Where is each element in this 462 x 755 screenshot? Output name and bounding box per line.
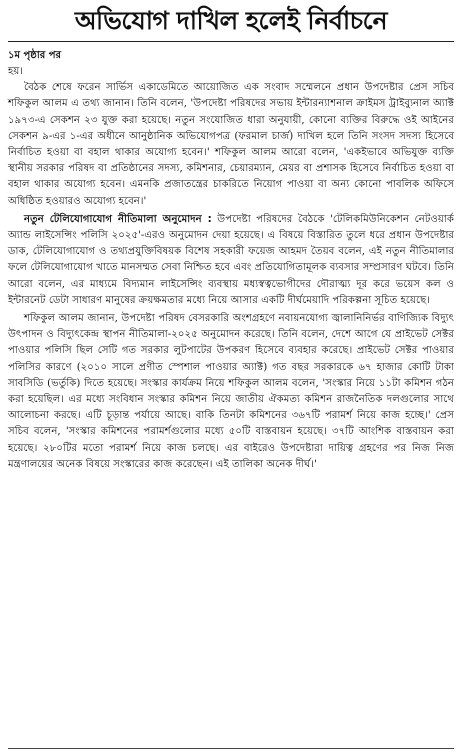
paragraph-1: বৈঠক শেষে ফরেন সার্ভিস একাডেমিতে আয়োজিত এক সংবাদ সম্মেলনে প্রধান উপদেষ্টার প্রেস সচিব শফিকুল আলম এ তথ্য জানান। তিনি বলেন, 'উপদেষ্টা পরিষদের সভায় ইন্টারন্যাশনাল ক্রাইমস ট্রাইব্যুনাল অ্যাক্ট ১৯৭৩-এ সেকশন ২৩ যুক্ত করা হয়েছে। নতুন সংযোজিত ধারা অনুযায়ী, কোনো ব্যক্তির বিরুদ্ধে ওই আইনের সেকশন ৯-এর ১-এর অধীনে আনুষ্ঠানিক অভিযোগপত্র (ফরমাল চার্জ) দাখিল হলে তিনি সংসদ সদস্য হিসেবে নির্বাচিত হওয়া বা বহাল থাকার অযোগ্য হবেন।' শফিকুল আলম আরো বলেন, 'একইভাবে অভিযুক্ত ব্যক্তি স্থানীয় সরকার পরিষদ বা প্রতিষ্ঠানের সদস্য, কমিশনার, চেয়ারম্যান, মেয়র বা প্রশাসক হিসেবে নির্বাচিত হওয়া বা বহাল থাকার অযোগ্য হবেন। এমনকি প্রজাতন্ত্রের চাকরিতে নিয়োগ পাওয়া বা অন্য কোনো পাবলিক অফিসে অধিষ্ঠিত হওয়ারও অযোগ্য হবেন।' — [8, 82, 454, 207]
next-headline-rule — [8, 748, 454, 753]
headline-rule — [8, 41, 454, 42]
continued-from-label: ১ম পৃষ্ঠার পর — [8, 50, 61, 61]
lead-fragment: হয়। — [8, 66, 23, 77]
paragraph-2 — [8, 212, 454, 309]
paragraph-2-subhead: নতুন টেলিযোগাযোগ নীতিমালা অনুমোদন : — [24, 213, 212, 225]
paragraph-2-body: উপদেষ্টা পরিষদের বৈঠকে 'টেলিকমিউনিকেশন নেটওয়ার্ক অ্যান্ড লাইসেন্সিং পলিসি ২০২৫'-এরও অনুমোদন দেয়া হয়েছে। এ বিষয়ে বিস্তারিত তুলে ধরে প্রধান উপদেষ্টার ডাক, টেলিযোগাযোগ ও তথ্যপ্রযুক্তিবিষয়ক বিশেষ সহকারী ফয়েজ আহমদ তৈয়ব বলেন, এই নতুন নীতিমালার ফলে টেলিযোগাযোগ খাতে মানসম্মত সেবা নিশ্চিত হবে এবং প্রতিযোগিতামূলক ব্যবসার সম্প্রসারণ ঘটবে। তিনি আরো বলেন, এর মাধ্যমে বিদ্যমান লাইসেন্সিং ব্যবস্থায় মধ্যস্বত্বভোগীদের দৌরাত্ম্য দূর করে ভয়েস কল ও ইন্টারনেট ডেটা সাধারণ মানুষের ক্রয়ক্ষমতার মধ্যে নিয়ে আসার একটি দীর্ঘমেয়াদি পরিকল্পনা সূচিত হয়েছে। — [8, 213, 454, 306]
paragraph-3: শফিকুল আলম জানান, উপদেষ্টা পরিষদ বেসরকারি অংশগ্রহণে নবায়নযোগ্য জ্বালানিনির্ভর বাণিজ্যিক বিদ্যুৎ উৎপাদন ও বিদ্যুৎকেন্দ্র স্থাপন নীতিমালা-২০২৫ অনুমোদন করেছে। তিনি বলেন, দেশে আগে যে প্রাইভেট সেক্টর পাওয়ার পলিসি ছিল সেটি গত সরকার লুটপাটের উপকরণ হিসেবে ব্যবহার করেছে। প্রাইভেট সেক্টর পাওয়ার পলিসির কারণে (২০১০ সালে প্রণীত স্পেশাল পাওয়ার অ্যাক্ট) গত বছর সরকারকে ৬৭ হাজার কোটি টাকা সাবসিডি (ভর্তুকি) দিতে হয়েছে। সংস্কার কার্যক্রম নিয়ে শফিকুল আলম বলেন, 'সংস্কার নিয়ে ১১টা কমিশন গঠন করা হয়েছিল। এর মধ্যে সংবিধান সংস্কার কমিশন নিয়ে জাতীয় ঐকমত্য কমিশন রাজনৈতিক দলগুলোর সাথে আলোচনা করছে। এটি চূড়ান্ত পর্যায়ে আছে। বাকি তিনটা কমিশনের ৩৬৭টি পরামর্শ নিয়ে কাজ হচ্ছে।' প্রেস সচিব বলেন, 'সংস্কার কমিশনের পরামর্শগুলোর মধ্যে ৫০টি বাস্তবায়ন হয়েছে। ৩৭টি আংশিক বাস্তবায়ন করা হয়েছে। ২৮০টির মতো পরামর্শ নিয়ে কাজ চলছে। এর বাইরেও উপদেষ্টারা দায়িত্ব গ্রহণের পর নিজ নিজ মন্ত্রণালয়ের অনেক বিষয়ে সংস্কারের কাজ করেছেন। এই তালিকা অনেক দীর্ঘ।' — [8, 313, 454, 470]
headline: অভিযোগ দাখিল হলেই নির্বাচনে — [74, 6, 388, 35]
